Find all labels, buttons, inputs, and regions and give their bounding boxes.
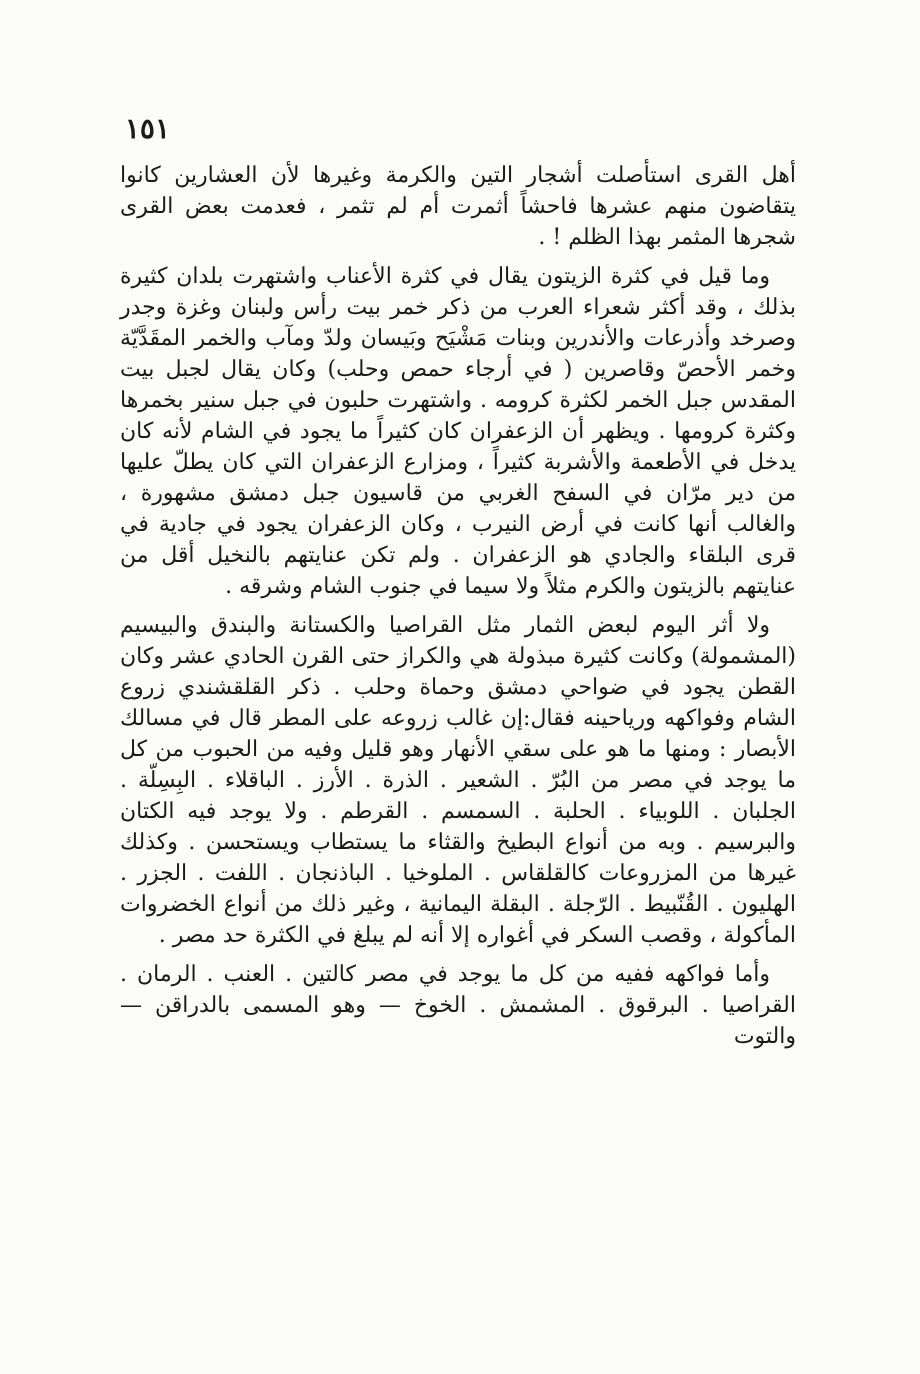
page-number: ١٥١: [124, 112, 170, 145]
paragraph-1: أهل القرى استأصلت أشجار التين والكرمة وغيرها لأن العشارين كانوا يتقاضون منهم عشرها فاحشاً أثمرت أم لم تثمر ، فعدمت بعض القرى شجرها المثمر بهذا الظلم ! .: [120, 163, 796, 250]
paragraph-2: وما قيل في كثرة الزيتون يقال في كثرة الأعناب واشتهرت بلدان كثيرة بذلك ، وقد أكثر شعراء العرب من ذكر خمر بيت رأس ولبنان وغزة وجدر وصرخد وأذرعات والأندرين وبنات مَشْيَح وبَيسان ولدّ ومآب والخمر المقَدَّيّة وخمر الأحصّ وقاصرين ( في أرجاء حمص وحلب) وكان يقال لجبل بيت المقدس جبل الخمر لكثرة كرومه . واشتهرت حلبون في جبل سنير بخمرها وكثرة كرومها . ويظهر أن الزعفران كان كثيراً ما يجود في الشام لأنه كان يدخل في الأطعمة والأشربة كثيراً ، ومزارع الزعفران التي كان يطلّ عليها من دير مرّان في السفح الغربي من قاسيون جبل دمشق مشهورة ، والغالب أنها كانت في أرض النيرب ، وكان الزعفران يجود في جادية في قرى البلقاء والجادي هو الزعفران . ولم تكن عنايتهم بالنخيل أقل من عنايتهم بالزيتون والكرم مثلاً ولا سيما في جنوب الشام وشرقه .: [120, 264, 796, 599]
paragraph-4: وأما فواكهه ففيه من كل ما يوجد في مصر كالتين . العنب . الرمان . القراصيا . البرقوق . المشمش . الخوخ — وهو المسمى بالدراقن — والتوت: [120, 962, 796, 1049]
page-body: [120, 160, 796, 1052]
paragraph-3: ولا أثر اليوم لبعض الثمار مثل القراصيا والكستانة والبندق والبيسيم (المشمولة) وكانت كثيرة مبذولة هي والكراز حتى القرن الحادي عشر وكان القطن يجود في ضواحي دمشق وحماة وحلب . ذكر القلقشندي زروع الشام وفواكهه ورياحينه فقال:إن غالب زروعه على المطر قال في مسالك الأبصار : ومنها ما هو على سقي الأنهار وهو قليل وفيه من الحبوب من كل ما يوجد في مصر من البُرّ . الشعير . الذرة . الأرز . الباقلاء . البِسِلّة . الجلبان . اللوبياء . الحلبة . السمسم . القرطم . ولا يوجد فيه الكتان والبرسيم . وبه من أنواع البطيخ والقثاء ما يستطاب ويستحسن . وكذلك غيرها من المزروعات كالقلقاس . الملوخيا . الباذنجان . اللفت . الجزر . الهليون . القُنّبيط . الرّجلة . البقلة اليمانية ، وغير ذلك من أنواع الخضروات المأكولة ، وقصب السكر في أغواره إلا أنه لم يبلغ في الكثرة حد مصر .: [120, 613, 796, 948]
